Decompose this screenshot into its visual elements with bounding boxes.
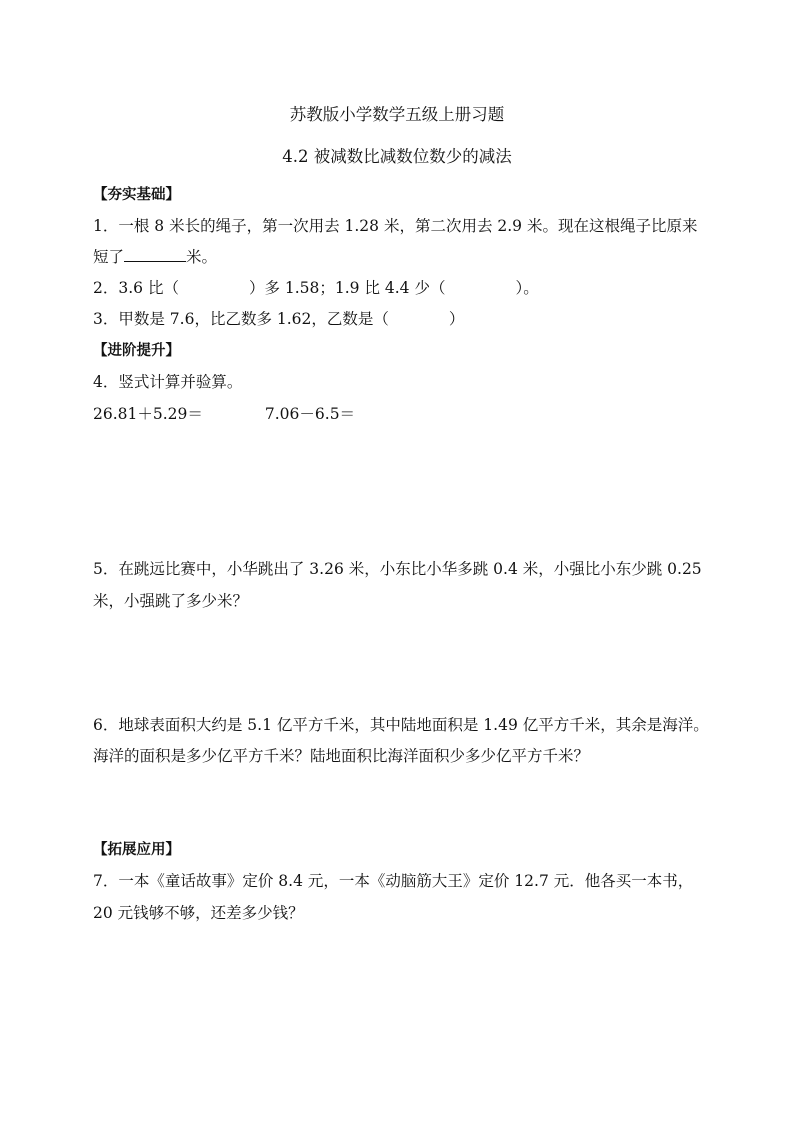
question-7-line-1: 7．一本《童话故事》定价 8.4 元，一本《动脑筋大王》定价 12.7 元．他各买一本书， <box>93 872 694 890</box>
question-2-part-3: ）。 <box>515 279 539 297</box>
question-1-text-before-blank: 短了 <box>93 248 125 266</box>
question-6-line-2: 海洋的面积是多少亿平方千米？陆地面积比海洋面积少多少亿平方千米？ <box>93 747 590 765</box>
question-1-text-after-blank: 米。 <box>186 248 218 266</box>
question-4-expressions <box>93 404 355 424</box>
question-6-line-1: 6．地球表面积大约是 5.1 亿平方千米，其中陆地面积是 1.49 亿平方千米，其余是海洋。 <box>93 716 709 734</box>
question-2 <box>93 278 539 298</box>
question-4-expression-1: 26.81＋5.29＝ <box>93 405 203 423</box>
question-5-line-1: 5．在跳远比赛中，小华跳出了 3.26 米，小东比小华多跳 0.4 米，小强比小东少跳 0.25 <box>93 560 702 578</box>
question-1-line-1: 1．一根 8 米长的绳子，第一次用去 1.28 米，第二次用去 2.9 米。现在这根绳子比原来 <box>93 217 698 235</box>
section-advanced-heading: 【进阶提升】 <box>93 343 180 359</box>
lesson-subtitle: 4.2 被减数比减数位数少的减法 <box>282 147 512 166</box>
question-1-answer-blank[interactable] <box>124 246 186 262</box>
section-extension-heading: 【拓展应用】 <box>93 842 180 858</box>
section-basic-heading: 【夯实基础】 <box>93 187 180 203</box>
question-5-line-2: 米，小强跳了多少米？ <box>93 592 249 610</box>
worksheet-title: 苏教版小学数学五级上册习题 <box>289 105 505 124</box>
question-7-line-2: 20 元钱够不够，还差多少钱？ <box>93 904 304 922</box>
question-2-part-1: 2．3.6 比（ <box>93 279 179 297</box>
question-3 <box>93 309 464 329</box>
question-1-line-2 <box>93 246 217 267</box>
question-4-expression-2: 7.06－6.5＝ <box>264 405 356 423</box>
question-3-part-2: ） <box>448 310 465 328</box>
question-4-prompt: 4．竖式计算并验算。 <box>93 373 243 391</box>
question-3-part-1: 3．甲数是 7.6，比乙数多 1.62，乙数是（ <box>93 310 389 328</box>
question-2-part-2: ）多 1.58；1.9 比 4.4 少（ <box>248 279 446 297</box>
